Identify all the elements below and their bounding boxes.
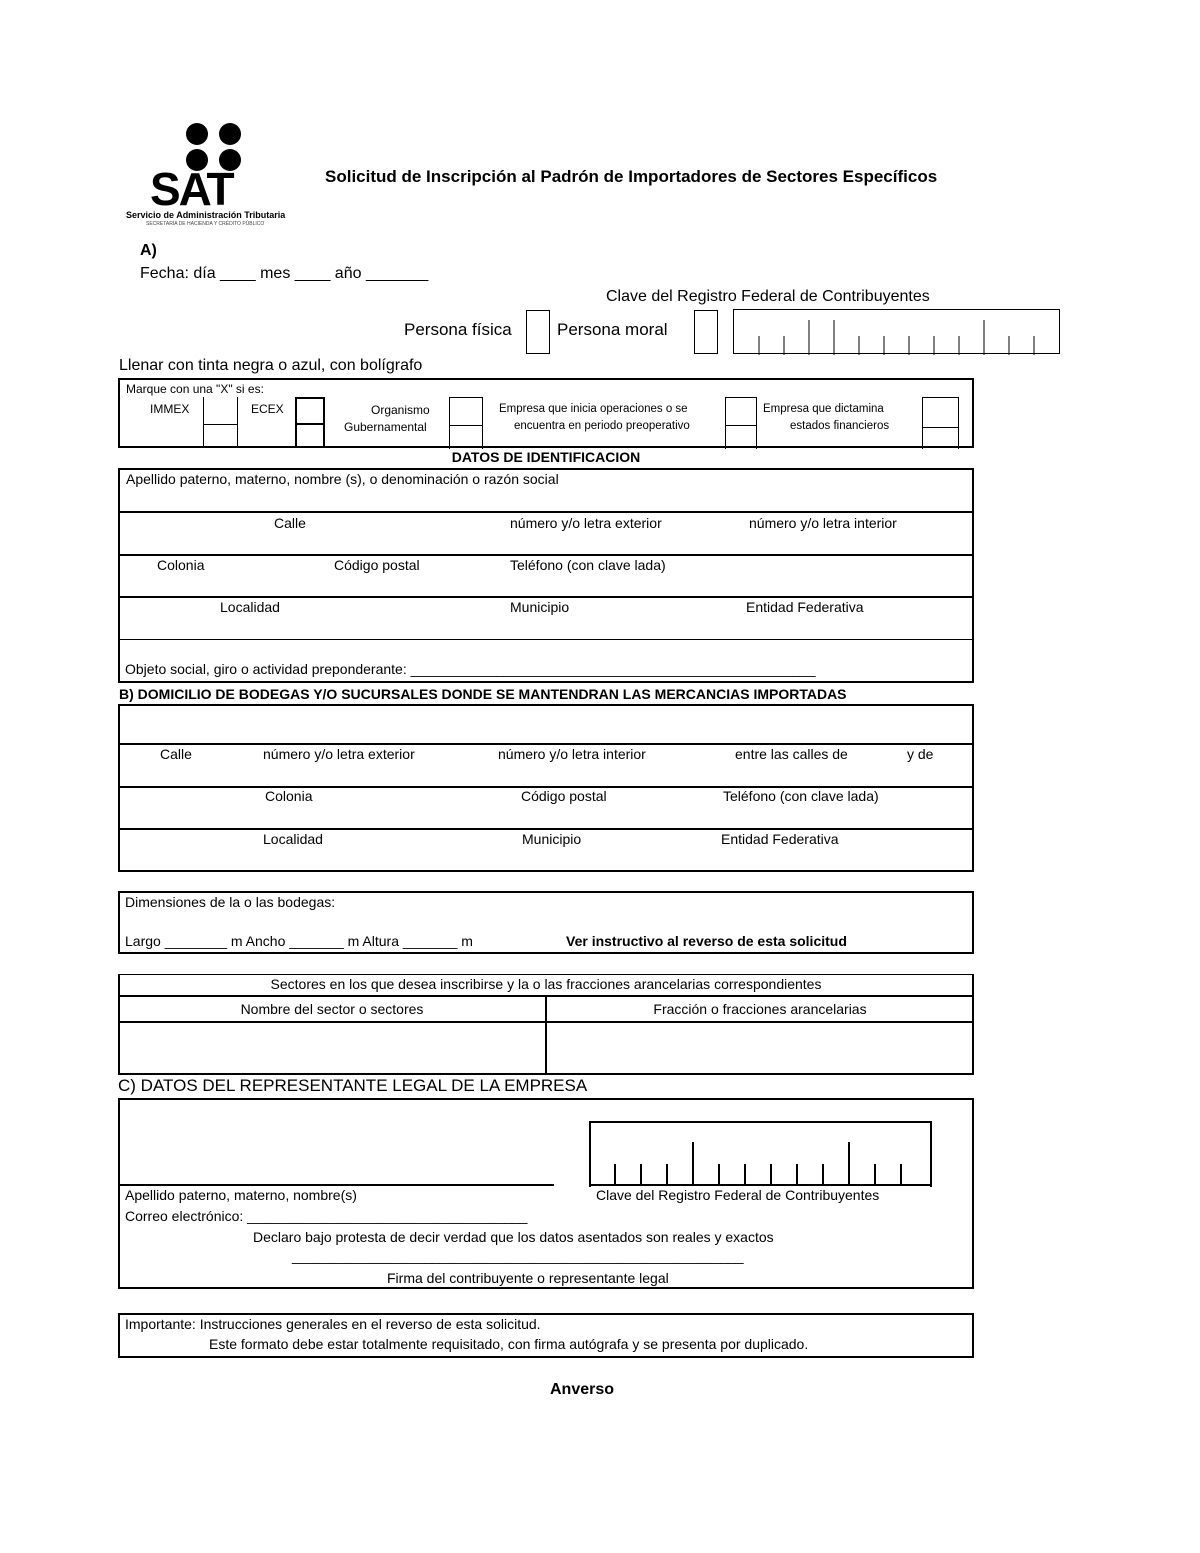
b-entidad-label: Entidad Federativa bbox=[721, 831, 839, 847]
empresa-dictamina-checkbox[interactable] bbox=[922, 397, 959, 449]
organismo-label-2: Gubernamental bbox=[344, 420, 427, 434]
rfc-input[interactable] bbox=[733, 309, 1060, 354]
calle-label: Calle bbox=[274, 515, 306, 531]
empresa-dictamina-label-2: estados financieros bbox=[790, 420, 890, 432]
firma-line[interactable]: __________________________________________________________ bbox=[292, 1248, 744, 1264]
localidad-label: Localidad bbox=[220, 599, 280, 615]
b-y-de-label: y de bbox=[907, 746, 934, 762]
dimensiones-heading: Dimensiones de la o las bodegas: bbox=[125, 894, 336, 910]
firma-label: Firma del contribuyente o representante legal bbox=[387, 1270, 669, 1286]
persona-moral-checkbox[interactable] bbox=[694, 310, 718, 354]
rep-name-underline bbox=[118, 1184, 554, 1186]
empresa-inicia-label-2: encuentra en periodo preoperativo bbox=[514, 420, 690, 432]
divider bbox=[118, 639, 974, 640]
correo-line[interactable]: Correo electrónico: ____________________________________ bbox=[125, 1208, 528, 1224]
num-int-label: número y/o letra interior bbox=[749, 515, 897, 531]
b-telefono-label: Teléfono (con clave lada) bbox=[723, 788, 879, 804]
b-num-ext-label: número y/o letra exterior bbox=[263, 746, 415, 762]
b-num-int-label: número y/o letra interior bbox=[498, 746, 646, 762]
importante-line-1: Importante: Instrucciones generales en el reverso de esta solicitud. bbox=[125, 1316, 541, 1332]
sat-logo-subtitle: Servicio de Administración Tributaria bbox=[126, 210, 286, 220]
cp-label: Código postal bbox=[334, 557, 420, 573]
divider bbox=[118, 596, 974, 598]
persona-moral-label: Persona moral bbox=[557, 320, 668, 339]
sector-name-field[interactable] bbox=[120, 1023, 544, 1073]
rfc-label: Clave del Registro Federal de Contribuyentes bbox=[606, 288, 930, 305]
sat-logo-text: SAT bbox=[150, 163, 233, 215]
ecex-checkbox[interactable] bbox=[295, 397, 325, 448]
divider bbox=[118, 828, 974, 830]
rep-rfc-tick-marks bbox=[589, 1121, 932, 1187]
b-calle-label: Calle bbox=[160, 746, 192, 762]
persona-fisica-checkbox[interactable] bbox=[526, 310, 550, 354]
ver-instructivo: Ver instructivo al reverso de esta solicitud bbox=[566, 933, 847, 949]
identificacion-heading: DATOS DE IDENTIFICACION bbox=[451, 449, 641, 465]
fraccion-field[interactable] bbox=[548, 1023, 972, 1073]
bodega-address-field[interactable] bbox=[120, 706, 972, 742]
b-entre-label: entre las calles de bbox=[735, 746, 848, 762]
footer-anverso: Anverso bbox=[550, 1381, 615, 1398]
municipio-label: Municipio bbox=[510, 599, 570, 615]
sectores-col1-header: Nombre del sector o sectores bbox=[240, 1001, 424, 1017]
immex-label: IMMEX bbox=[150, 402, 190, 416]
rep-rfc-input[interactable] bbox=[589, 1121, 932, 1187]
b-municipio-label: Municipio bbox=[522, 831, 582, 847]
divider bbox=[118, 511, 974, 513]
b-colonia-label: Colonia bbox=[265, 788, 313, 804]
b-localidad-label: Localidad bbox=[263, 831, 323, 847]
empresa-inicia-checkbox[interactable] bbox=[725, 397, 757, 449]
fecha-line: Fecha: día ____ mes ____ año _______ bbox=[140, 265, 429, 282]
entidad-label: Entidad Federativa bbox=[746, 599, 864, 615]
section-b-heading: B) DOMICILIO DE BODEGAS Y/O SUCURSALES DONDE SE MANTENDRAN LAS MERCANCIAS IMPORTADAS bbox=[119, 686, 847, 702]
organismo-checkbox[interactable] bbox=[449, 397, 483, 449]
apellido-label: Apellido paterno, materno, nombre (s), o denominación o razón social bbox=[126, 471, 559, 487]
sat-logo-tagline: SECRETARÍA DE HACIENDA Y CRÉDITO PÚBLICO bbox=[146, 221, 265, 227]
marque-heading: Marque con una "X" si es: bbox=[126, 382, 264, 396]
llenar-instruction: Llenar con tinta negra o azul, con bolígrafo bbox=[119, 357, 423, 374]
importante-line-2: Este formato debe estar totalmente requisitado, con firma autógrafa y se presenta por duplicado. bbox=[209, 1336, 809, 1352]
section-c-heading: C) DATOS DEL REPRESENTANTE LEGAL DE LA EMPRESA bbox=[118, 1076, 588, 1095]
dimensiones-medidas[interactable]: Largo ________ m Ancho _______ m Altura _______ m bbox=[125, 933, 473, 949]
declaro-text: Declaro bajo protesta de decir verdad que los datos asentados son reales y exactos bbox=[253, 1229, 774, 1245]
sat-logo bbox=[124, 122, 318, 230]
organismo-label-1: Organismo bbox=[371, 403, 430, 417]
sectores-heading: Sectores en los que desea inscribirse y la o las fracciones arancelarias correspondientes bbox=[270, 976, 822, 992]
rep-apellido-label: Apellido paterno, materno, nombre(s) bbox=[125, 1187, 357, 1203]
divider bbox=[118, 554, 974, 556]
num-ext-label: número y/o letra exterior bbox=[510, 515, 662, 531]
divider bbox=[118, 743, 974, 745]
telefono-label: Teléfono (con clave lada) bbox=[510, 557, 666, 573]
page-title: Solicitud de Inscripción al Padrón de Importadores de Sectores Específicos bbox=[325, 167, 938, 186]
colonia-label: Colonia bbox=[157, 557, 205, 573]
immex-checkbox[interactable] bbox=[203, 397, 238, 448]
b-cp-label: Código postal bbox=[521, 788, 607, 804]
sectores-col2-header: Fracción o fracciones arancelarias bbox=[653, 1001, 867, 1017]
rep-name-field[interactable] bbox=[120, 1100, 552, 1184]
empresa-dictamina-label-1: Empresa que dictamina bbox=[763, 403, 884, 415]
rfc-tick-marks bbox=[734, 310, 1061, 355]
rep-rfc-label: Clave del Registro Federal de Contribuyentes bbox=[596, 1187, 880, 1203]
empresa-inicia-label-1: Empresa que inicia operaciones o se bbox=[499, 403, 688, 415]
persona-fisica-label: Persona física bbox=[404, 320, 512, 339]
objeto-social-line[interactable]: Objeto social, giro o actividad preponderante: ____________________________________________________ bbox=[125, 661, 816, 677]
section-a-label: A) bbox=[140, 242, 157, 259]
ecex-label: ECEX bbox=[251, 402, 284, 416]
